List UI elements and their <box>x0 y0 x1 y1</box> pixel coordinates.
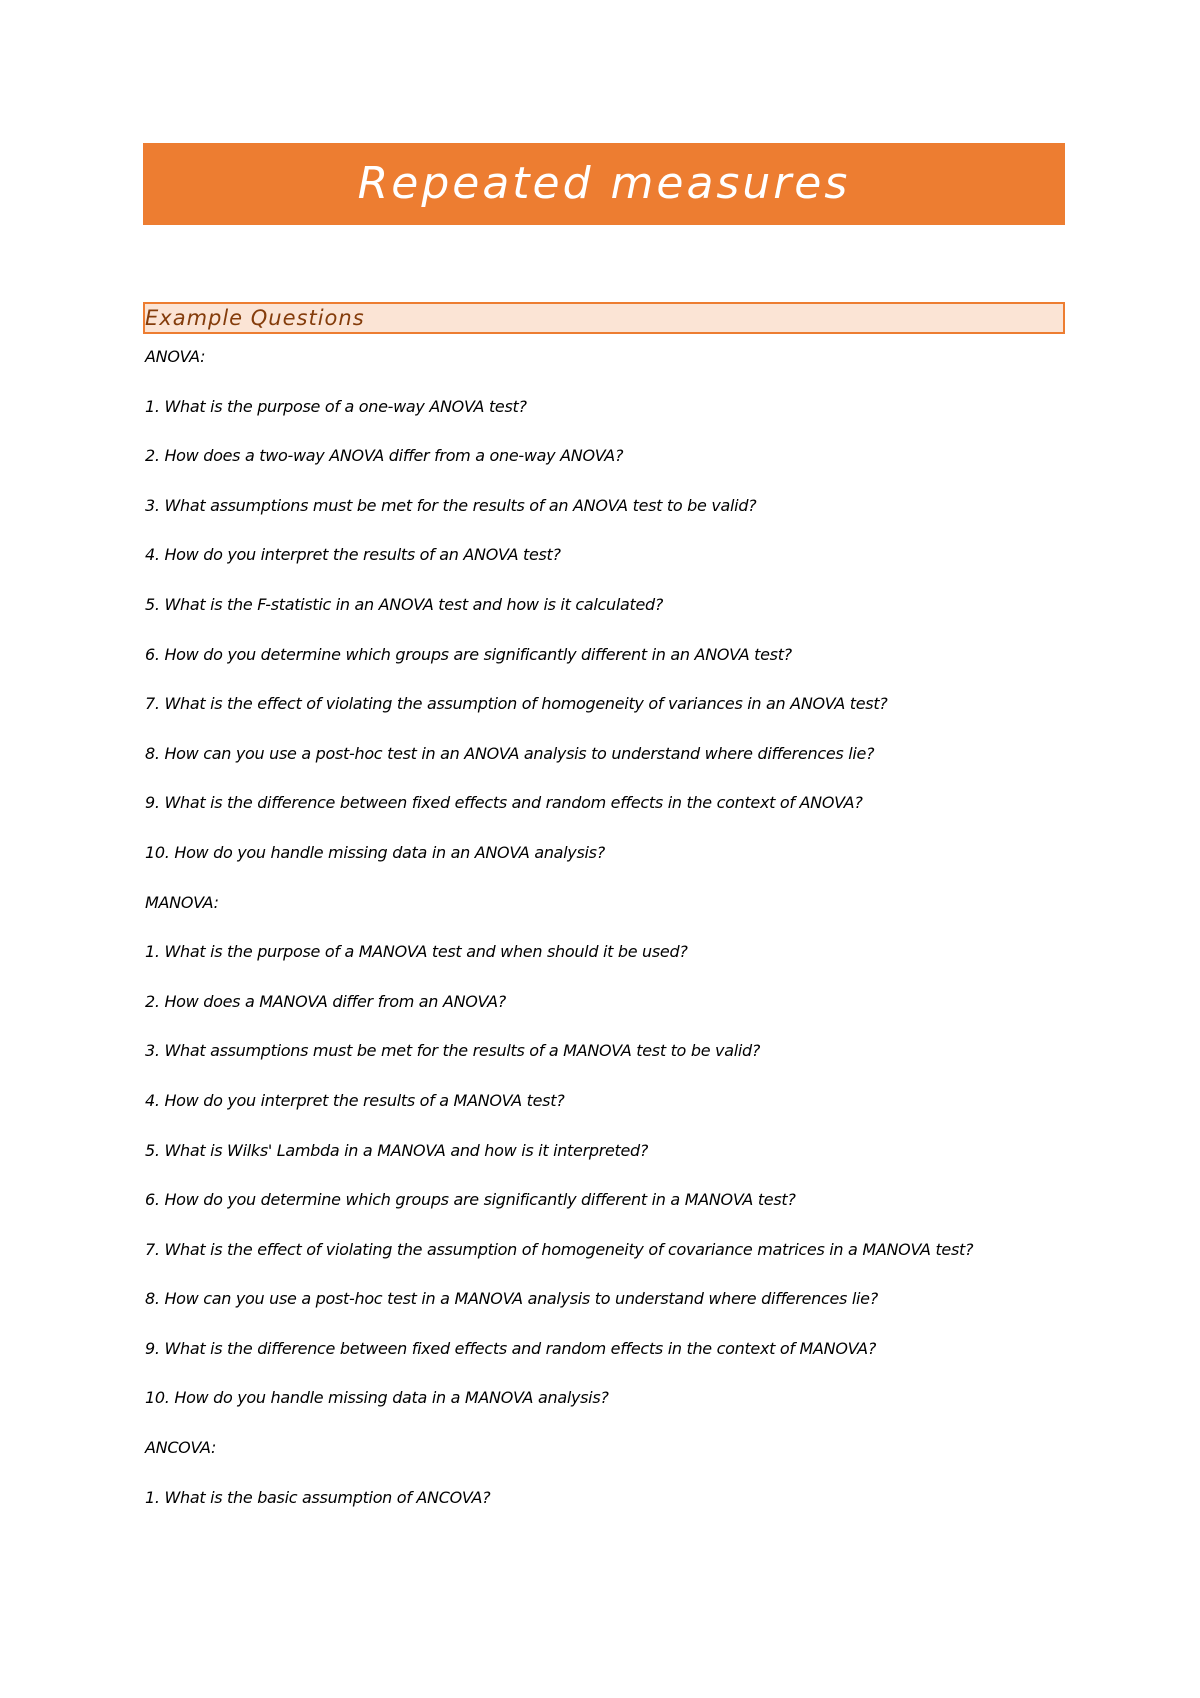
list-item: 3. What assumptions must be met for the results of an ANOVA test to be valid? <box>145 495 757 515</box>
list-item: 8. How can you use a post-hoc test in an ANOVA analysis to understand where differences lie? <box>145 743 875 763</box>
list-item: 7. What is the effect of violating the assumption of homogeneity of variances in an ANOVA test? <box>145 694 888 714</box>
list-item: 8. How can you use a post-hoc test in a MANOVA analysis to understand where differences lie? <box>145 1289 878 1309</box>
list-item: 10. How do you handle missing data in an ANOVA analysis? <box>145 842 605 862</box>
list-item: 1. What is the purpose of a one-way ANOVA test? <box>145 396 527 416</box>
list-item: 5. What is Wilks' Lambda in a MANOVA and how is it interpreted? <box>145 1140 649 1160</box>
question-list <box>145 345 1075 1535</box>
title-banner <box>143 143 1065 225</box>
list-item: 9. What is the difference between fixed effects and random effects in the context of ANOVA? <box>145 793 863 813</box>
document-title: Repeated measures <box>357 158 851 209</box>
list-item: 1. What is the purpose of a MANOVA test and when should it be used? <box>145 942 688 962</box>
subheading-anova: ANOVA: <box>145 347 206 366</box>
list-item: 4. How do you interpret the results of a MANOVA test? <box>145 1090 565 1110</box>
section-heading-box <box>143 302 1065 334</box>
list-item: 7. What is the effect of violating the assumption of homogeneity of covariance matrices in a MANOVA test? <box>145 1239 974 1259</box>
list-item: 2. How does a MANOVA differ from an ANOVA? <box>145 991 506 1011</box>
list-item: 4. How do you interpret the results of an ANOVA test? <box>145 545 561 565</box>
list-item: 3. What assumptions must be met for the results of a MANOVA test to be valid? <box>145 1041 761 1061</box>
subheading-ancova: ANCOVA: <box>145 1438 217 1458</box>
subheading-manova: MANOVA: <box>145 892 219 912</box>
list-item: 6. How do you determine which groups are significantly different in a MANOVA test? <box>145 1190 796 1210</box>
list-item: 10. How do you handle missing data in a MANOVA analysis? <box>145 1388 609 1408</box>
list-item: 6. How do you determine which groups are significantly different in an ANOVA test? <box>145 644 792 664</box>
list-item: 5. What is the F-statistic in an ANOVA test and how is it calculated? <box>145 594 664 614</box>
list-item: 9. What is the difference between fixed effects and random effects in the context of MANOVA? <box>145 1338 877 1358</box>
list-item: 2. How does a two-way ANOVA differ from a one-way ANOVA? <box>145 446 624 466</box>
list-item: 1. What is the basic assumption of ANCOVA? <box>145 1487 491 1507</box>
section-heading: Example Questions <box>145 305 365 330</box>
